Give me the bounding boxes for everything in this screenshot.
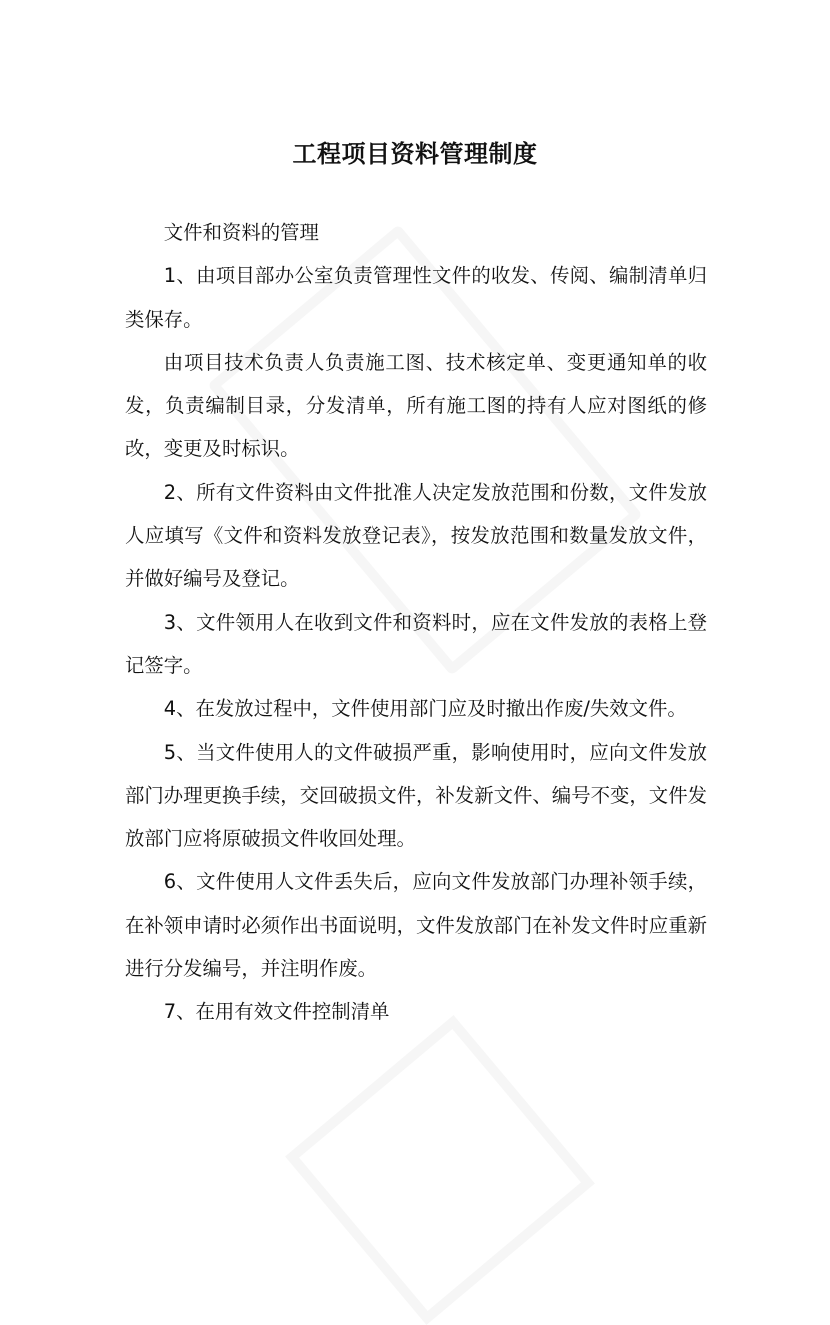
section-heading: 文件和资料的管理	[163, 221, 319, 244]
document-title: 工程项目资料管理制度	[292, 140, 538, 169]
paragraph: 7、在用有效文件控制清单	[163, 1000, 390, 1024]
paragraph: 4、在发放过程中，文件使用部门应及时撤出作废/失效文件。	[163, 697, 687, 721]
document-body	[125, 211, 707, 1034]
paragraph: 1、由项目部办公室负责管理性文件的收发、传阅、编制清单归类保存。	[125, 264, 707, 331]
paragraph: 由项目技术负责人负责施工图、技术核定单、变更通知单的收发，负责编制目录，分发清单，所有施工图的持有人应对图纸的修改，变更及时标识。	[125, 350, 707, 461]
paragraph: 5、当文件使用人的文件破损严重，影响使用时，应向文件发放部门办理更换手续，交回破损文件，补发新文件、编号不变，文件发放部门应将原破损文件收回处理。	[125, 740, 707, 851]
paragraph: 6、文件使用人文件丢失后，应向文件发放部门办理补领手续，在补领申请时必须作出书面说明，文件发放部门在补发文件时应重新进行分发编号，并注明作废。	[125, 870, 707, 981]
watermark	[285, 1015, 595, 1325]
paragraph: 3、文件领用人在收到文件和资料时，应在文件发放的表格上登记签字。	[125, 610, 707, 677]
paragraph: 2、所有文件资料由文件批准人决定发放范围和份数，文件发放人应填写《文件和资料发放登记表》，按发放范围和数量发放文件，并做好编号及登记。	[125, 480, 707, 591]
